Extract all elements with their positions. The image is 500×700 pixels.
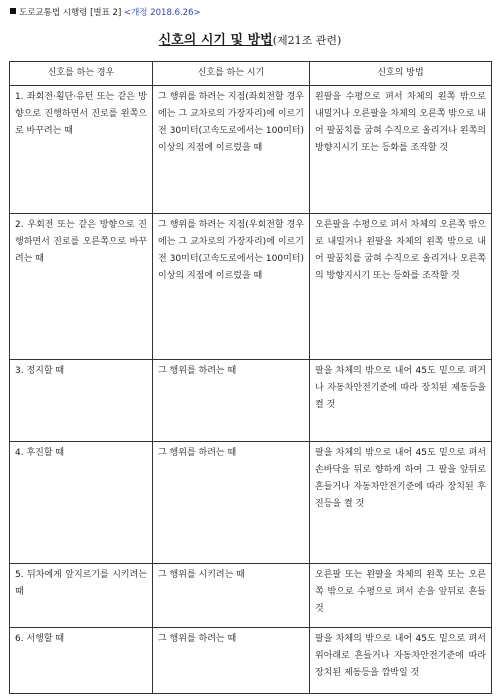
method-cell: 오른팔을 수평으로 펴서 차체의 오른쪽 밖으로 내밀거나 왼팔을 차체의 왼쪽 밖으로 내어 팔꿈치를 굽혀 수직으로 올리거나 오른쪽의 방향지시기 또는 등화를 조작할 것 bbox=[310, 214, 492, 360]
case-cell: 5. 뒤차에게 앞지르기를 시키려는 때 bbox=[10, 564, 153, 628]
revision-date: <개정 2018.6.26> bbox=[123, 8, 201, 18]
timing-cell: 그 행위를 하려는 지점(우회전할 경우에는 그 교차로의 가장자리)에 이르기 전 30미터(고속도로에서는 100미터) 이상의 지점에 이르렀을 때 bbox=[153, 214, 310, 360]
document-title bbox=[0, 30, 500, 52]
case-cell: 2. 우회전 또는 같은 방향으로 진행하면서 진로를 오른쪽으로 바꾸려는 때 bbox=[10, 214, 153, 360]
case-cell: 6. 서행할 때 bbox=[10, 628, 153, 694]
table-row bbox=[10, 564, 492, 628]
table-header-row bbox=[10, 62, 492, 86]
timing-cell: 그 행위를 시키려는 때 bbox=[153, 564, 310, 628]
timing-cell: 그 행위를 하려는 때 bbox=[153, 442, 310, 564]
table-row bbox=[10, 86, 492, 214]
signal-rules-table bbox=[9, 61, 492, 694]
column-header-timing: 신호를 하는 시기 bbox=[153, 62, 310, 86]
timing-cell: 그 행위를 하려는 때 bbox=[153, 628, 310, 694]
column-header-case: 신호를 하는 경우 bbox=[10, 62, 153, 86]
method-cell: 팔을 차체의 밖으로 내어 45도 밑으로 펴서 손바닥을 뒤로 향하게 하여 그 팔을 앞뒤로 흔들거나 자동차안전기준에 따라 장치된 후진등을 켤 것 bbox=[310, 442, 492, 564]
method-cell: 팔을 차체의 밖으로 내어 45도 밑으로 펴거나 자동차안전기준에 따라 장치된 제동등을 켤 것 bbox=[310, 360, 492, 442]
document-header bbox=[10, 6, 490, 20]
square-bullet-icon bbox=[10, 8, 16, 14]
annex-label: [별표 2] bbox=[90, 8, 122, 18]
case-cell: 1. 좌회전·횡단·유턴 또는 같은 방향으로 진행하면서 진로를 왼쪽으로 바꾸려는 때 bbox=[10, 86, 153, 214]
table-row bbox=[10, 442, 492, 564]
method-cell: 오른팔 또는 왼팔을 차체의 왼쪽 또는 오른쪽 밖으로 수평으로 펴서 손을 앞뒤로 흔들 것 bbox=[310, 564, 492, 628]
case-cell: 4. 후진할 때 bbox=[10, 442, 153, 564]
timing-cell: 그 행위를 하려는 때 bbox=[153, 360, 310, 442]
title-main: 신호의 시기 및 방법 bbox=[158, 33, 273, 48]
title-note: (제21조 관련) bbox=[272, 34, 342, 47]
case-cell: 3. 정지할 때 bbox=[10, 360, 153, 442]
timing-cell: 그 행위를 하려는 지점(좌회전할 경우에는 그 교차로의 가장자리)에 이르기 전 30미터(고속도로에서는 100미터) 이상의 지점에 이르렀을 때 bbox=[153, 86, 310, 214]
table-row bbox=[10, 360, 492, 442]
table-row bbox=[10, 628, 492, 694]
method-cell: 팔을 차체의 밖으로 내어 45도 밑으로 펴서 위아래로 흔들거나 자동차안전기준에 따라 장치된 제동등을 깜박일 것 bbox=[310, 628, 492, 694]
law-name: 도로교통법 시행령 bbox=[19, 8, 88, 18]
method-cell: 왼팔을 수평으로 펴서 차체의 왼쪽 밖으로 내밀거나 오른팔을 차체의 오른쪽 밖으로 내어 팔꿈치를 굽혀 수직으로 올리거나 왼쪽의 방향지시기 또는 등화를 조작할 것 bbox=[310, 86, 492, 214]
table-row bbox=[10, 214, 492, 360]
column-header-method: 신호의 방법 bbox=[310, 62, 492, 86]
